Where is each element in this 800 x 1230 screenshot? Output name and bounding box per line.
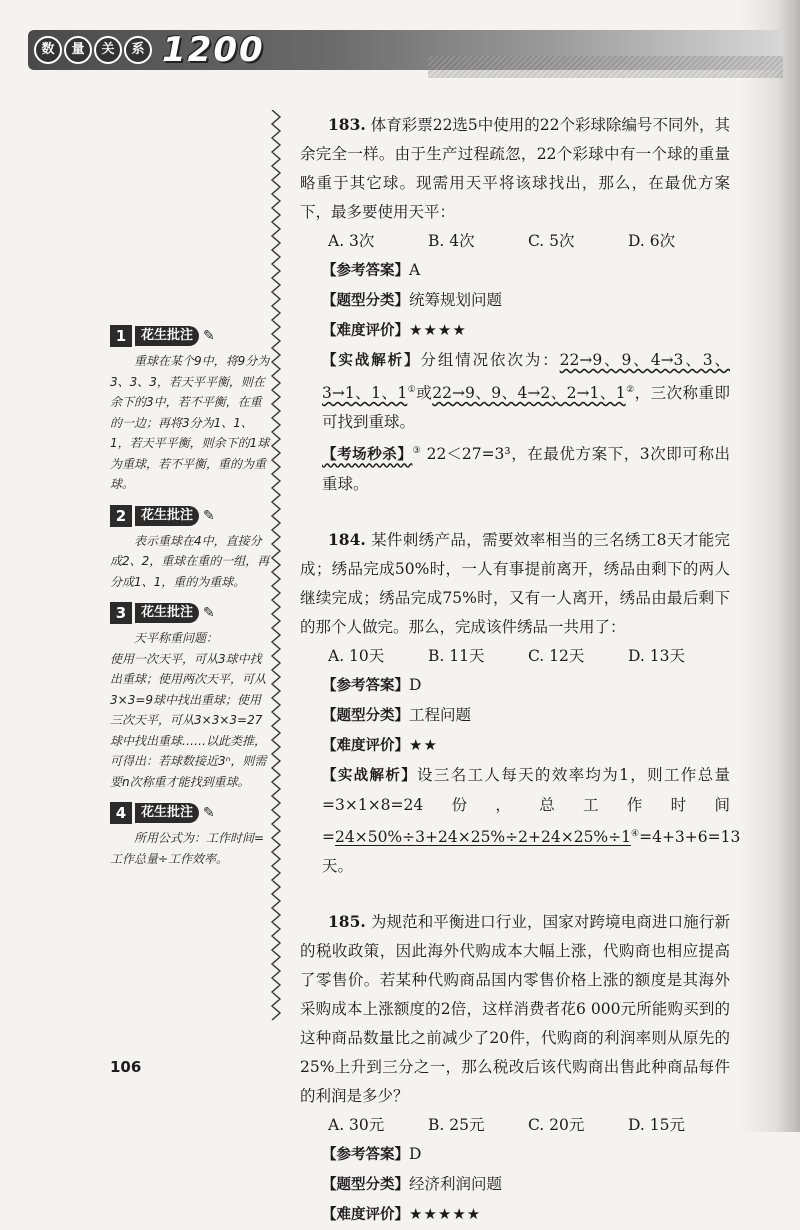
difficulty-label: 【难度评价】 — [322, 323, 409, 339]
type-label: 【题型分类】 — [322, 1177, 409, 1194]
analysis-label: 【实战解析】 — [322, 353, 421, 369]
option-b: B. 25元 — [428, 1116, 485, 1135]
note-number: 2 — [110, 505, 132, 527]
question-stem — [300, 525, 730, 642]
book-title-number: 1200 — [162, 30, 265, 70]
pen-icon: ✎ — [203, 605, 215, 621]
answer-row — [300, 671, 730, 701]
book-title — [34, 32, 265, 68]
type-label: 【题型分类】 — [322, 708, 409, 725]
options — [300, 642, 730, 671]
option-c: C. 12天 — [528, 647, 585, 666]
footnote-mark: ② — [625, 385, 635, 395]
question-text: 为规范和平衡进口行业，国家对跨境电商进口施行新的税收政策，因此海外代购成本大幅上涨，代购商也相应提高了零售价。若某种代购商品国内零售价格上涨的额度是其海外采购成本上涨额度的2倍，这样消费者花6 000元所能购买到的这种商品数量比之前减少了20件，代购商的利润率则从原先的25%上升到三分之一，那么税改后该代购商出售此种商品每件的利润是多少？ — [300, 913, 730, 1106]
option-a: A. 3次 — [328, 232, 375, 250]
note-text: 天平称重问题： 使用一次天平，可从3球中找出重球；使用两次天平，可从3×3=9球中找出重球；使用三次天平，可从3×3×3=27球中找出重球……以此类推，可得出：若球数接近3ⁿ，则需要n次称重才能找到重球。 — [110, 631, 267, 789]
question-stem — [300, 110, 730, 227]
note-tag — [110, 802, 270, 824]
analysis-lead: 分组情况依次为： — [420, 351, 560, 369]
analysis-sequence-2: 22→9、9、4→2、2→1、1 — [432, 384, 626, 403]
difficulty-label: 【难度评价】 — [322, 1207, 409, 1224]
option-b: B. 4次 — [428, 232, 475, 250]
option-a: A. 30元 — [328, 1116, 385, 1135]
footnote-mark: ③ — [412, 446, 422, 457]
option-c: C. 5次 — [528, 232, 575, 250]
tip-text: 22＜27=3³，在最优方案下，3次即可称出重球。 — [322, 445, 731, 494]
difficulty-row — [300, 731, 730, 761]
note-1 — [110, 325, 270, 495]
option-d: D. 15元 — [628, 1116, 685, 1135]
answer-row — [300, 256, 730, 286]
question-number: 185. — [328, 912, 366, 932]
page-edge-shadow — [740, 0, 800, 1132]
footnote-mark: ① — [407, 385, 417, 395]
analysis-tail: =4+3+6=13天。 — [322, 828, 741, 876]
main-column — [300, 110, 741, 1230]
type-row — [300, 701, 730, 731]
answer-label: 【参考答案】 — [322, 678, 409, 695]
note-label: 花生批注 — [135, 803, 199, 823]
note-label: 花生批注 — [135, 603, 199, 623]
note-text: 所用公式为：工作时间=工作总量÷工作效率。 — [110, 831, 265, 866]
analysis-formula: 24×50%÷3+24×25%÷2+24×25%÷1 — [335, 828, 632, 847]
question-text: 某件刺绣产品，需要效率相当的三名绣工8天才能完成；绣品完成50%时，一人有事提前离开，绣品由剩下的两人继续完成；绣品完成75%时，又有一人离开，绣品由最后剩下的那个人做完。那么，完成该件绣品一共用了： — [300, 531, 730, 637]
type-label: 【题型分类】 — [322, 293, 409, 309]
title-char: 量 — [64, 36, 92, 64]
difficulty-stars: ★★★★ — [409, 321, 467, 339]
difficulty-row — [300, 316, 730, 346]
note-text: 重球在某个9中，将9分为3、3、3，若天平平衡，则在余下的3中，若不平衡，在重的一边；再将3分为1、1、1，若天平平衡，则余下的1球为重球，若不平衡，重的为重球。 — [110, 354, 270, 491]
analysis-row — [300, 761, 741, 881]
analysis-sequence-1: 22→9、9、4→3、3、3→1、1、1 — [322, 351, 730, 403]
option-d: D. 13天 — [628, 647, 685, 666]
note-3 — [110, 602, 270, 792]
analysis-label: 【实战解析】 — [322, 768, 418, 785]
sidebar-notes — [110, 325, 270, 879]
note-number: 1 — [110, 325, 132, 347]
option-c: C. 20元 — [528, 1116, 585, 1135]
note-number: 3 — [110, 602, 132, 624]
pen-icon: ✎ — [203, 328, 215, 344]
header-pattern — [428, 56, 783, 78]
title-char: 数 — [34, 36, 62, 64]
answer-value: D — [409, 676, 422, 695]
footnote-mark: ④ — [631, 829, 640, 840]
note-number: 4 — [110, 802, 132, 824]
answer-row — [300, 1140, 730, 1170]
page-number: 106 — [110, 1058, 142, 1076]
difficulty-stars: ★★ — [409, 736, 438, 755]
pen-icon: ✎ — [203, 805, 215, 821]
question-text: 体育彩票22选5中使用的22个彩球除编号不同外，其余完全一样。由于生产过程疏忽，22个彩球中有一个球的重量略重于其它球。现需用天平将该球找出，那么，在最优方案下，最多要使用天平： — [300, 116, 731, 221]
book-title-chars — [34, 36, 154, 64]
type-value: 统筹规划问题 — [409, 291, 503, 309]
title-char: 系 — [124, 36, 152, 64]
type-row — [300, 286, 730, 316]
difficulty-stars: ★★★★★ — [409, 1205, 482, 1224]
type-value: 经济利润问题 — [409, 1175, 503, 1194]
column-divider — [268, 110, 284, 1025]
note-tag — [110, 325, 270, 347]
option-b: B. 11天 — [428, 647, 485, 666]
analysis-lead: 设三名工人每天的效率均为1，则工作总量=3×1×8=24份，总工作时间= — [322, 766, 730, 847]
analysis-row — [300, 346, 730, 437]
note-2 — [110, 505, 270, 593]
pen-icon: ✎ — [203, 507, 215, 524]
option-d: D. 6次 — [628, 232, 676, 250]
options — [300, 1111, 730, 1140]
note-4 — [110, 802, 270, 869]
difficulty-row — [300, 1200, 730, 1230]
option-a: A. 10天 — [328, 647, 385, 666]
analysis-tail: ，三次称重即可找到重球。 — [322, 384, 730, 432]
title-char: 关 — [94, 36, 122, 64]
note-label: 花生批注 — [135, 506, 199, 526]
answer-label: 【参考答案】 — [322, 263, 409, 279]
question-number: 184. — [328, 530, 366, 550]
question-number: 183. — [328, 115, 366, 134]
question-183 — [300, 110, 730, 499]
type-row — [300, 1170, 730, 1200]
note-tag — [110, 505, 270, 527]
type-value: 工程问题 — [409, 706, 472, 725]
question-185 — [300, 907, 730, 1230]
page-header — [28, 18, 783, 80]
answer-value: A — [409, 261, 421, 279]
answer-label: 【参考答案】 — [322, 1147, 409, 1164]
answer-value: D — [409, 1145, 422, 1164]
tip-label: 【考场秒杀】 — [322, 447, 413, 464]
options — [300, 227, 730, 256]
question-184 — [300, 525, 741, 881]
note-tag — [110, 602, 270, 624]
question-stem — [300, 907, 730, 1111]
note-label: 花生批注 — [135, 326, 199, 346]
difficulty-label: 【难度评价】 — [322, 738, 409, 755]
tip-row — [300, 437, 730, 499]
analysis-mid: 或 — [416, 384, 433, 403]
note-text: 表示重球在4中，直接分成2、2，重球在重的一组，再分成1、1，重的为重球。 — [110, 533, 270, 589]
